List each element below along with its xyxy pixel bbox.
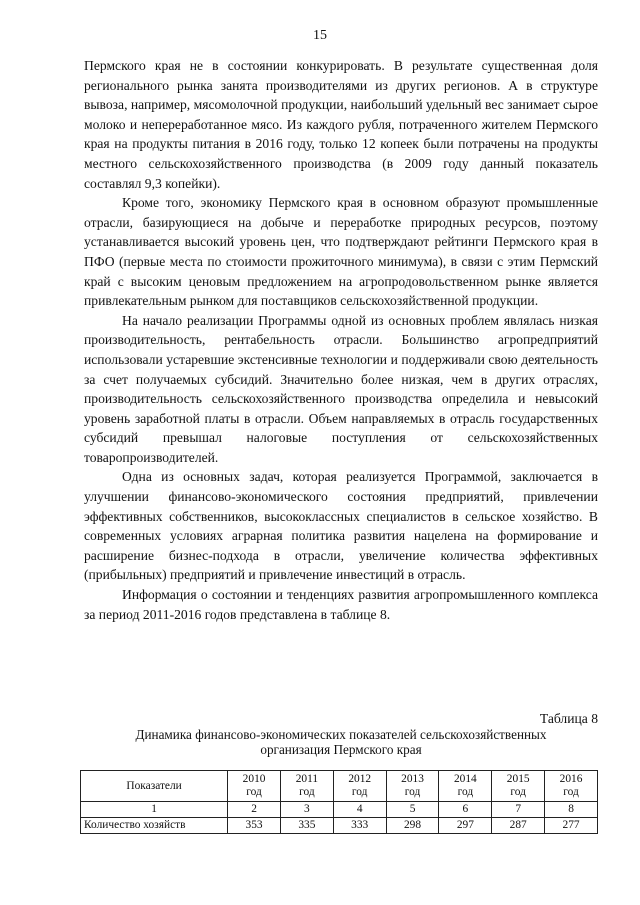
paragraph: Информация о состоянии и тенденциях развития агропромышленного комплекса за период 2011-2016 годов представлена в таблице 8. — [84, 587, 598, 622]
table-title-line: организация Пермского края — [260, 742, 422, 757]
year-value: 2011 — [295, 773, 319, 785]
header-year — [439, 771, 492, 802]
table-cell: 353 — [228, 818, 281, 834]
table-title — [84, 727, 598, 757]
year-value: 2013 — [401, 773, 424, 785]
paragraph: Кроме того, экономику Пермского края в основном образуют промышленные отрасли, базирующиеся на добыче и переработке природных ресурсов, поэтому устанавливается высокий уровень цен, что подтверждают рейтинги Пермского края в ПФО (первые места по стоимости прожиточного минимума), в связи с этим Пермский край с высоким ценовым предложением на агропродовольственном рынке является привлекательным рынком для поставщиков сельскохозяйственной продукции. — [84, 195, 598, 309]
year-value: 2014 — [453, 773, 477, 785]
column-number: 8 — [545, 802, 598, 818]
page-number: 15 — [313, 28, 327, 43]
row-label: Количество хозяйств — [81, 818, 228, 834]
year-unit: год — [510, 786, 526, 798]
table-header-row — [81, 771, 598, 802]
year-unit: год — [351, 786, 368, 798]
table-cell: 298 — [386, 818, 439, 834]
paragraph: Пермского края не в состоянии конкурировать. В результате существенная доля регионального рынка занята производителями из других регионов. А в структуре вывоза, например, мясомолочной продукции, наибольший удельный вес занимает сырое молоко и непереработанное мясо. Из каждого рубля, потраченного жителем Пермского края на продукты питания в 2016 году, только 12 копеек были потрачены на продукты местного сельскохозяйственного производства (в 2009 году данный показатель составлял 9,3 копейки). — [84, 58, 598, 191]
table-column-number-row — [81, 802, 598, 818]
data-table — [80, 770, 598, 834]
column-number: 6 — [439, 802, 492, 818]
table-cell: 335 — [280, 818, 333, 834]
column-number: 4 — [333, 802, 386, 818]
paragraph: На начало реализации Программы одной из основных проблем являлась низкая производительность, рентабельность отрасли. Большинство агропредприятий использовали устаревшие экстенсивные технологии и поддерживали свою деятельность за счет получаемых субсидий. Значительно более низкая, чем в других отраслях, производительность сельскохозяйственного производства определила и невысокий уровень заработной платы в отрасли. Объем направляемых в отрасль государственных субсидий превышал налоговые поступления от сельскохозяйственных товаропроизводителей. — [84, 312, 598, 465]
table-cell: 297 — [439, 818, 492, 834]
column-number: 1 — [81, 802, 228, 818]
column-number: 7 — [492, 802, 545, 818]
header-year — [492, 771, 545, 802]
header-year — [228, 771, 281, 802]
year-unit: год — [404, 786, 421, 798]
column-number: 5 — [386, 802, 439, 818]
column-number: 3 — [280, 802, 333, 818]
year-value: 2015 — [506, 773, 530, 785]
header-year — [386, 771, 439, 802]
table-cell: 287 — [492, 818, 545, 834]
header-param: Показатели — [81, 771, 228, 802]
table-cell: 333 — [333, 818, 386, 834]
year-unit: год — [246, 786, 262, 798]
year-value: 2012 — [348, 773, 372, 785]
column-number: 2 — [228, 802, 281, 818]
year-unit: год — [457, 786, 474, 798]
header-year — [333, 771, 386, 802]
paragraph: Одна из основных задач, которая реализуется Программой, заключается в улучшении финансово-экономического состояния предприятий, привлечении эффективных собственников, высококлассных специалистов в сельское хозяйство. В современных условиях аграрная политика развития нацелена на формирование и расширение бизнес-подхода в отрасли, увеличение количества эффективных (прибыльных) предприятий и привлечение инвестиций в отрасль. — [84, 469, 598, 583]
body-text — [84, 56, 598, 624]
table-cell: 277 — [545, 818, 598, 834]
table-title-line: Динамика финансово-экономических показателей сельскохозяйственных — [135, 727, 547, 742]
year-value: 2010 — [242, 773, 266, 785]
table-label: Таблица 8 — [539, 711, 598, 726]
table-row — [81, 818, 598, 834]
year-unit: год — [299, 786, 315, 798]
header-year — [545, 771, 598, 802]
year-value: 2016 — [559, 773, 583, 785]
year-unit: год — [563, 786, 579, 798]
header-year — [280, 771, 333, 802]
